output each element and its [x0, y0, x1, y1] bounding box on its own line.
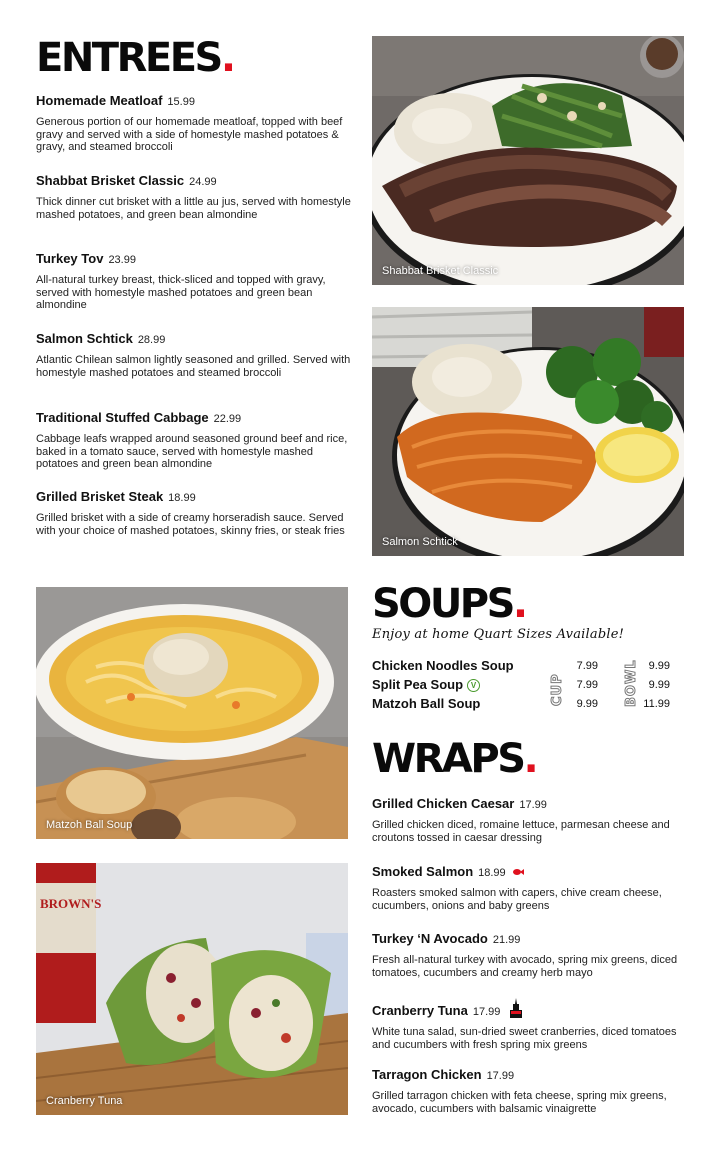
entree-item — [36, 488, 356, 537]
entree-name: Salmon Schtick — [36, 331, 133, 346]
nyc-landmark-icon — [508, 998, 524, 1018]
brisket-photo — [372, 36, 684, 285]
soup-name-text: Split Pea Soup — [372, 677, 464, 692]
wrap-name: Smoked Salmon — [372, 864, 474, 879]
wraps-title — [372, 736, 537, 782]
wrap-desc: Fresh all-natural turkey with avocado, spring mix greens, diced tomatoes, cucumbers and creamy herb mayo — [372, 954, 678, 979]
entree-desc: All-natural turkey breast, thick-sliced and topped with gravy, served with homestyle mashed potatoes and green bean almondine — [36, 274, 326, 311]
wrap-price: 17.99 — [486, 1070, 515, 1082]
entree-item — [36, 330, 356, 379]
fish-icon — [512, 868, 524, 876]
wrap-desc: Grilled tarragon chicken with feta cheese, spring mix greens, avocado, cucumbers with balsamic vinaigrette — [372, 1090, 667, 1115]
tuna-photo — [36, 863, 348, 1115]
photo-caption: Shabbat Brisket Classic — [382, 265, 499, 277]
wrap-desc: Roasters smoked salmon with capers, chive cream cheese, cucumbers, onions and baby greens — [372, 887, 662, 912]
entree-desc: Cabbage leafs wrapped around seasoned ground beef and rice, baked in a tomato sauce, served with homestyle mashed potatoes and green bean almondine — [36, 433, 348, 470]
entree-item — [36, 92, 356, 154]
matzoh-photo — [36, 587, 348, 839]
photo-caption: Salmon Schtick — [382, 536, 458, 548]
wrap-name: Tarragon Chicken — [372, 1067, 482, 1082]
entree-name: Grilled Brisket Steak — [36, 489, 164, 504]
soup-bowl-price: 9.99 — [648, 660, 670, 672]
soups-tagline: Enjoy at home Quart Sizes Available! — [372, 627, 625, 642]
entree-name: Turkey Tov — [36, 251, 104, 266]
soup-bowl-illustration — [36, 587, 348, 839]
entree-item — [36, 409, 356, 471]
vegetarian-icon: V — [467, 679, 480, 692]
entree-item — [36, 250, 356, 312]
wrap-desc: White tuna salad, sun-dried sweet cranberries, diced tomatoes and cucumbers with fresh spring mix greens — [372, 1026, 677, 1051]
wrap-price: 17.99 — [519, 799, 547, 811]
entree-desc: Generous portion of our homemade meatloaf, topped with beef gravy and served with a side of homestyle mashed potatoes & gravy, and steamed broccoli — [36, 116, 343, 153]
bowl-size-label: BOWL — [624, 659, 639, 707]
entree-price: 23.99 — [108, 254, 136, 266]
entree-name: Homemade Meatloaf — [36, 93, 163, 108]
wraps-title-text: WRAPS — [372, 736, 524, 782]
soup-name: Chicken Noodles Soup — [372, 658, 514, 673]
title-dot: . — [220, 35, 234, 81]
entrees-title-text: ENTREES — [36, 35, 221, 81]
photo-caption: Cranberry Tuna — [46, 1095, 123, 1107]
wrap-name: Cranberry Tuna — [372, 1003, 468, 1018]
entree-desc: Thick dinner cut brisket with a little au jus, served with homestyle mashed potatoes, and green bean almondine — [36, 196, 351, 221]
wrap-desc: Grilled chicken diced, romaine lettuce, parmesan cheese and croutons tossed in caesar dressing — [372, 819, 670, 844]
wrap-name: Grilled Chicken Caesar — [372, 796, 515, 811]
soup-bowl-price: 11.99 — [643, 698, 670, 710]
entree-name: Shabbat Brisket Classic — [36, 173, 185, 188]
soup-cup-price: 7.99 — [576, 679, 598, 691]
entrees-title — [36, 35, 234, 81]
can-brand-text: BROWN'S — [40, 896, 102, 911]
soup-bowl-price: 9.99 — [648, 679, 670, 691]
entree-desc: Atlantic Chilean salmon lightly seasoned and grilled. Served with homestyle mashed potatoes and steamed broccoli — [36, 354, 351, 379]
entree-item — [36, 172, 356, 221]
wrap-item — [372, 998, 684, 1051]
entree-price: 28.99 — [137, 334, 166, 346]
photo-caption: Matzoh Ball Soup — [46, 819, 133, 831]
soup-name: Matzoh Ball Soup — [372, 696, 481, 711]
soup-name — [372, 677, 480, 692]
wrap-illustration — [36, 863, 348, 1115]
entree-price: 15.99 — [167, 96, 195, 108]
entree-price: 18.99 — [168, 492, 196, 504]
salmon-photo — [372, 307, 684, 556]
soups-title — [372, 581, 526, 627]
wrap-item — [372, 795, 684, 844]
entree-name: Traditional Stuffed Cabbage — [36, 410, 209, 425]
entree-price: 24.99 — [189, 176, 217, 188]
soup-cup-price: 9.99 — [576, 698, 598, 710]
wrap-item — [372, 863, 684, 912]
entree-price: 22.99 — [213, 413, 242, 425]
wrap-item — [372, 1066, 684, 1115]
salmon-plate-illustration — [372, 307, 684, 556]
wrap-price: 18.99 — [478, 867, 506, 879]
soups-title-text: SOUPS — [372, 581, 513, 627]
wrap-price: 21.99 — [492, 934, 521, 946]
title-dot: . — [523, 736, 537, 782]
cup-size-label: CUP — [550, 673, 565, 706]
brisket-plate-illustration — [372, 36, 684, 285]
wrap-price: 17.99 — [472, 1006, 501, 1018]
entree-desc: Grilled brisket with a side of creamy horseradish sauce. Served with your choice of mashed potatoes, skinny fries, or steak fries — [36, 512, 345, 537]
wrap-name: Turkey ‘N Avocado — [372, 931, 488, 946]
title-dot: . — [512, 581, 526, 627]
wrap-item — [372, 930, 684, 979]
soup-cup-price: 7.99 — [576, 660, 598, 672]
